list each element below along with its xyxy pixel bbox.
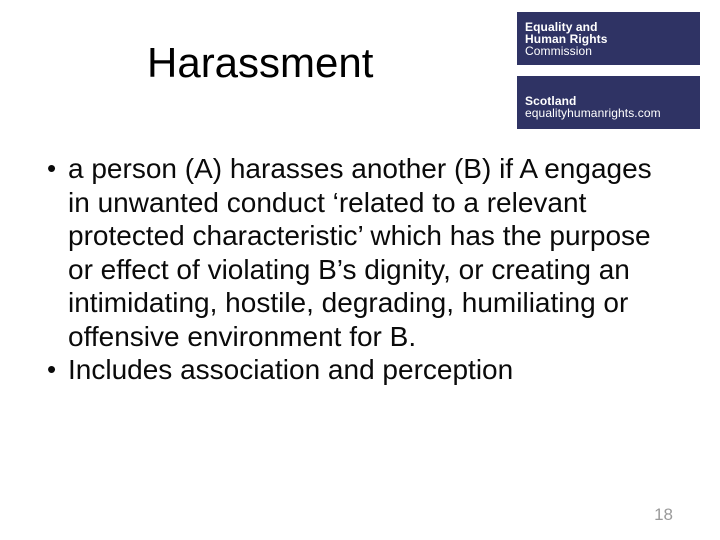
logo-text-scotland: Scotland [525,94,577,108]
logo-text-human-rights: Human Rights [525,32,608,46]
bullet-item-includes [47,353,664,387]
bullet-list [47,152,664,387]
logo-text-equality-and: Equality and [525,20,598,34]
bullet-dot-icon: • [47,354,57,384]
ehrc-commission-logo-box [517,12,700,65]
bullet-text-definition: a person (A) harasses another (B) if A engages in unwanted conduct ‘related to a relevant protected characteristic’ which has the purpose or effect of violating B’s dignity, or creating an intimidating, hostile, degrading, humiliating or offensive environment for B. [68,153,652,352]
page-number: 18 [654,505,673,524]
bullet-dot-icon: • [47,153,57,183]
bullet-item-definition [47,152,664,353]
ehrc-logo [517,12,700,129]
ehrc-scotland-logo-box [517,76,700,129]
bullet-text-includes: Includes association and perception [68,354,514,385]
logo-text-website: equalityhumanrights.com [525,106,661,120]
logo-text-commission: Commission [525,44,593,58]
slide-title: Harassment [147,39,374,86]
